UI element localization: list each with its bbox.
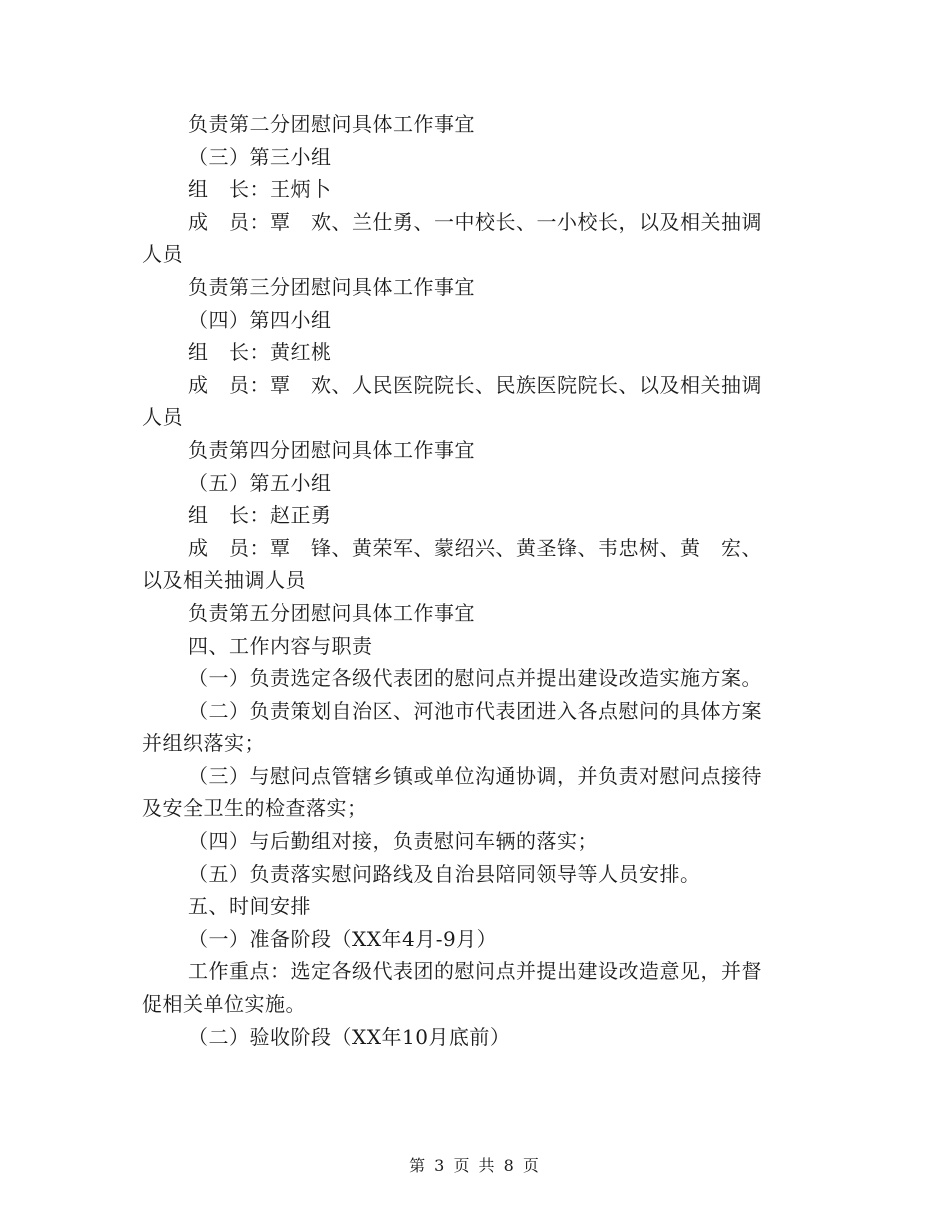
- text-line: 成 员：覃 锋、黄荣军、蒙绍兴、黄圣锋、韦忠树、黄 宏、: [188, 535, 762, 560]
- text-line: （一）负责选定各级代表团的慰问点并提出建设改造实施方案。: [188, 666, 762, 691]
- text-line: 负责第二分团慰问具体工作事宜: [188, 112, 475, 136]
- text-line: 并组织落实；: [142, 731, 265, 756]
- text-line: 人员: [142, 405, 183, 430]
- text-line: 四、工作内容与职责: [188, 633, 373, 658]
- text-line: 组 长：赵正勇: [188, 503, 332, 528]
- text-line: 成 员：覃 欢、人民医院院长、民族医院院长、以及相关抽调: [188, 372, 762, 397]
- document-body: [142, 108, 802, 1053]
- text-line: 人员: [142, 242, 183, 267]
- page-footer: 第 3 页 共 8 页: [409, 1156, 541, 1175]
- text-line: 组 长：王炳卜: [188, 177, 332, 202]
- text-line: 负责第四分团慰问具体工作事宜: [188, 437, 475, 462]
- text-line: （五）第五小组: [188, 470, 332, 495]
- text-line: 及安全卫生的检查落实；: [142, 796, 368, 821]
- text-line: 促相关单位实施。: [142, 992, 306, 1017]
- text-line: 成 员：覃 欢、兰仕勇、一中校长、一小校长，以及相关抽调: [188, 209, 762, 234]
- text-line: 工作重点：选定各级代表团的慰问点并提出建设改造意见，并督: [188, 959, 762, 984]
- text-line: 以及相关抽调人员: [142, 568, 306, 593]
- text-line: （四）第四小组: [188, 307, 332, 332]
- text-line: 负责第三分团慰问具体工作事宜: [188, 274, 475, 299]
- text-line: （二）负责策划自治区、河池市代表团进入各点慰问的具体方案: [188, 698, 762, 723]
- text-line: （一）准备阶段（XX年4月-9月）: [188, 926, 498, 951]
- text-line: （五）负责落实慰问路线及自治县陪同领导等人员安排。: [188, 861, 701, 886]
- text-line: （二）验收阶段（XX年10月底前）: [188, 1024, 511, 1049]
- text-line: 组 长：黄红桃: [188, 340, 332, 365]
- text-line: （四）与后勤组对接，负责慰问车辆的落实；: [188, 829, 598, 854]
- text-line: 负责第五分团慰问具体工作事宜: [188, 600, 475, 625]
- text-line: （三）与慰问点管辖乡镇或单位沟通协调，并负责对慰问点接待: [188, 763, 762, 788]
- text-line: （三）第三小组: [188, 144, 332, 169]
- text-line: 五、时间安排: [188, 894, 311, 919]
